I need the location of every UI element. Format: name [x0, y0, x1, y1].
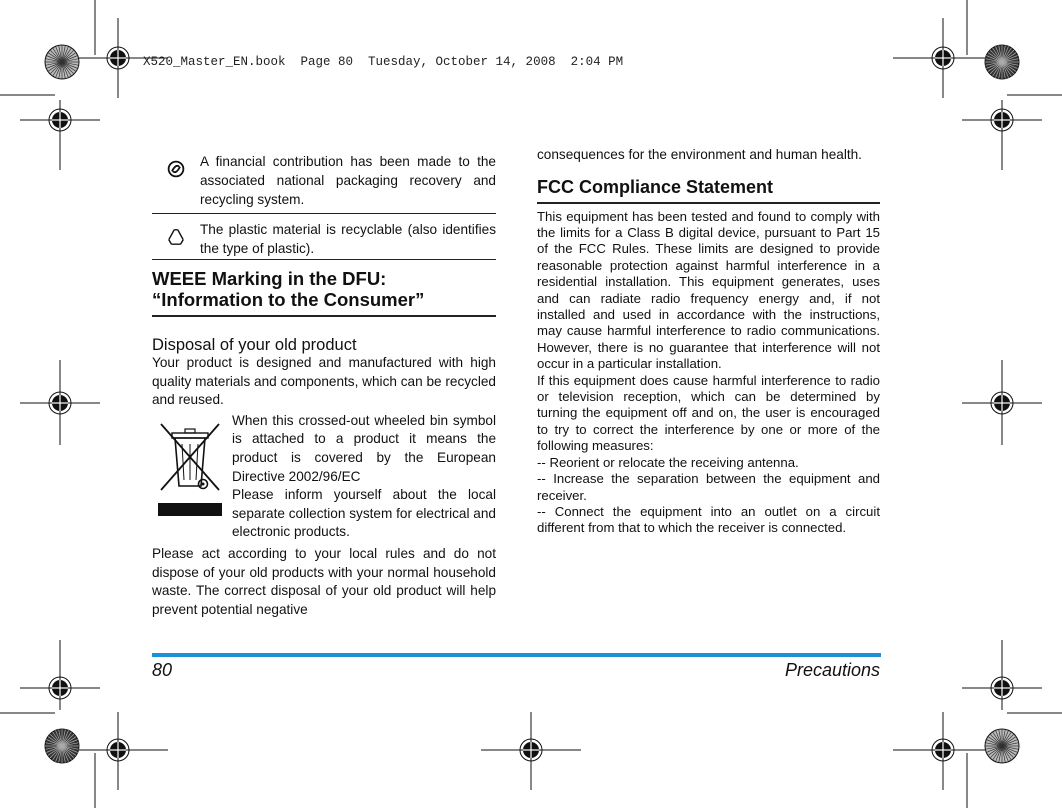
print-slug-line: X520_Master_EN.book Page 80 Tuesday, October 14, 2008 2:04 PM — [143, 55, 624, 69]
right-column — [537, 146, 880, 537]
weee-heading-line2: “Information to the Consumer” — [152, 289, 425, 310]
green-dot-icon — [167, 160, 185, 178]
weee-heading-line1: WEEE Marking in the DFU: — [152, 268, 387, 289]
weee-heading — [152, 268, 496, 317]
weee-collection-text: Please inform yourself about the local separate collection system for electrical and electronic products. — [232, 487, 496, 540]
star-target-icon — [985, 45, 1019, 79]
disposal-paragraph-1: Your product is designed and manufactured with high quality materials and components, which can be recycled and reused. — [152, 355, 496, 408]
registration-mark-icon — [517, 736, 545, 764]
registration-mark-icon — [929, 736, 957, 764]
registration-mark-icon — [988, 389, 1016, 417]
weee-section — [152, 412, 496, 542]
left-column — [152, 148, 496, 619]
fcc-heading: FCC Compliance Statement — [537, 177, 880, 204]
registration-mark-icon — [46, 106, 74, 134]
star-target-icon — [45, 45, 79, 79]
measure-item: -- Reorient or relocate the receiving antenna. — [537, 454, 799, 470]
measure-item: -- Increase the separation between the equipment and receiver. — [537, 471, 880, 503]
green-dot-description: A financial contribution has been made to the associated national packaging recovery and recycling system. — [200, 154, 496, 207]
star-target-icon — [45, 729, 79, 763]
section-title: Precautions — [784, 660, 880, 680]
registration-mark-icon — [104, 44, 132, 72]
continued-paragraph: consequences for the environment and human health. — [537, 147, 862, 162]
disposal-heading: Disposal of your old product — [152, 336, 357, 354]
fcc-paragraph-1: This equipment has been tested and found to comply with the limits for a Class B digital device, pursuant to Part 15 of the FCC Rules. These limits are designed to provide reasonable protection against harmful interference in a residential installation. This equipment generates, uses and can radiate radio frequency energy and, if not installed and used in accordance with the instructions, may cause harmful interference to radio communications. However, there is no guarantee that interference will not occur in a particular installation. — [537, 208, 880, 372]
registration-mark-icon — [46, 674, 74, 702]
weee-symbol-text: When this crossed-out wheeled bin symbol is attached to a product it means the product is covered by the European Directive 2002/96/EC — [232, 412, 496, 484]
footer-rule — [152, 653, 881, 657]
registration-mark-icon — [988, 674, 1016, 702]
registration-mark-icon — [46, 389, 74, 417]
disposal-paragraph-2: Please act according to your local rules and do not dispose of your old products with your normal household waste. The correct disposal of your old product will help prevent potential negative — [152, 545, 496, 617]
page-number: 80 — [152, 660, 173, 680]
recycle-triangle-icon — [166, 228, 186, 246]
measure-item: -- Connect the equipment into an outlet on a circuit different from that to which the receiver is connected. — [537, 503, 880, 536]
registration-mark-icon — [104, 736, 132, 764]
icon-row-recycle — [152, 214, 496, 260]
star-target-icon — [985, 729, 1019, 763]
icon-row-green-dot — [152, 148, 496, 214]
fcc-paragraph-2: If this equipment does cause harmful interference to radio or television reception, which can be determined by turning the equipment off and on, the user is encouraged to try to correct the interference by one or more of the following measures: — [537, 372, 880, 454]
registration-mark-icon — [929, 44, 957, 72]
recycle-description: The plastic material is recyclable (also identifies the type of plastic). — [200, 222, 496, 256]
crossed-out-wheeled-bin-icon — [155, 418, 225, 518]
registration-mark-icon — [988, 106, 1016, 134]
